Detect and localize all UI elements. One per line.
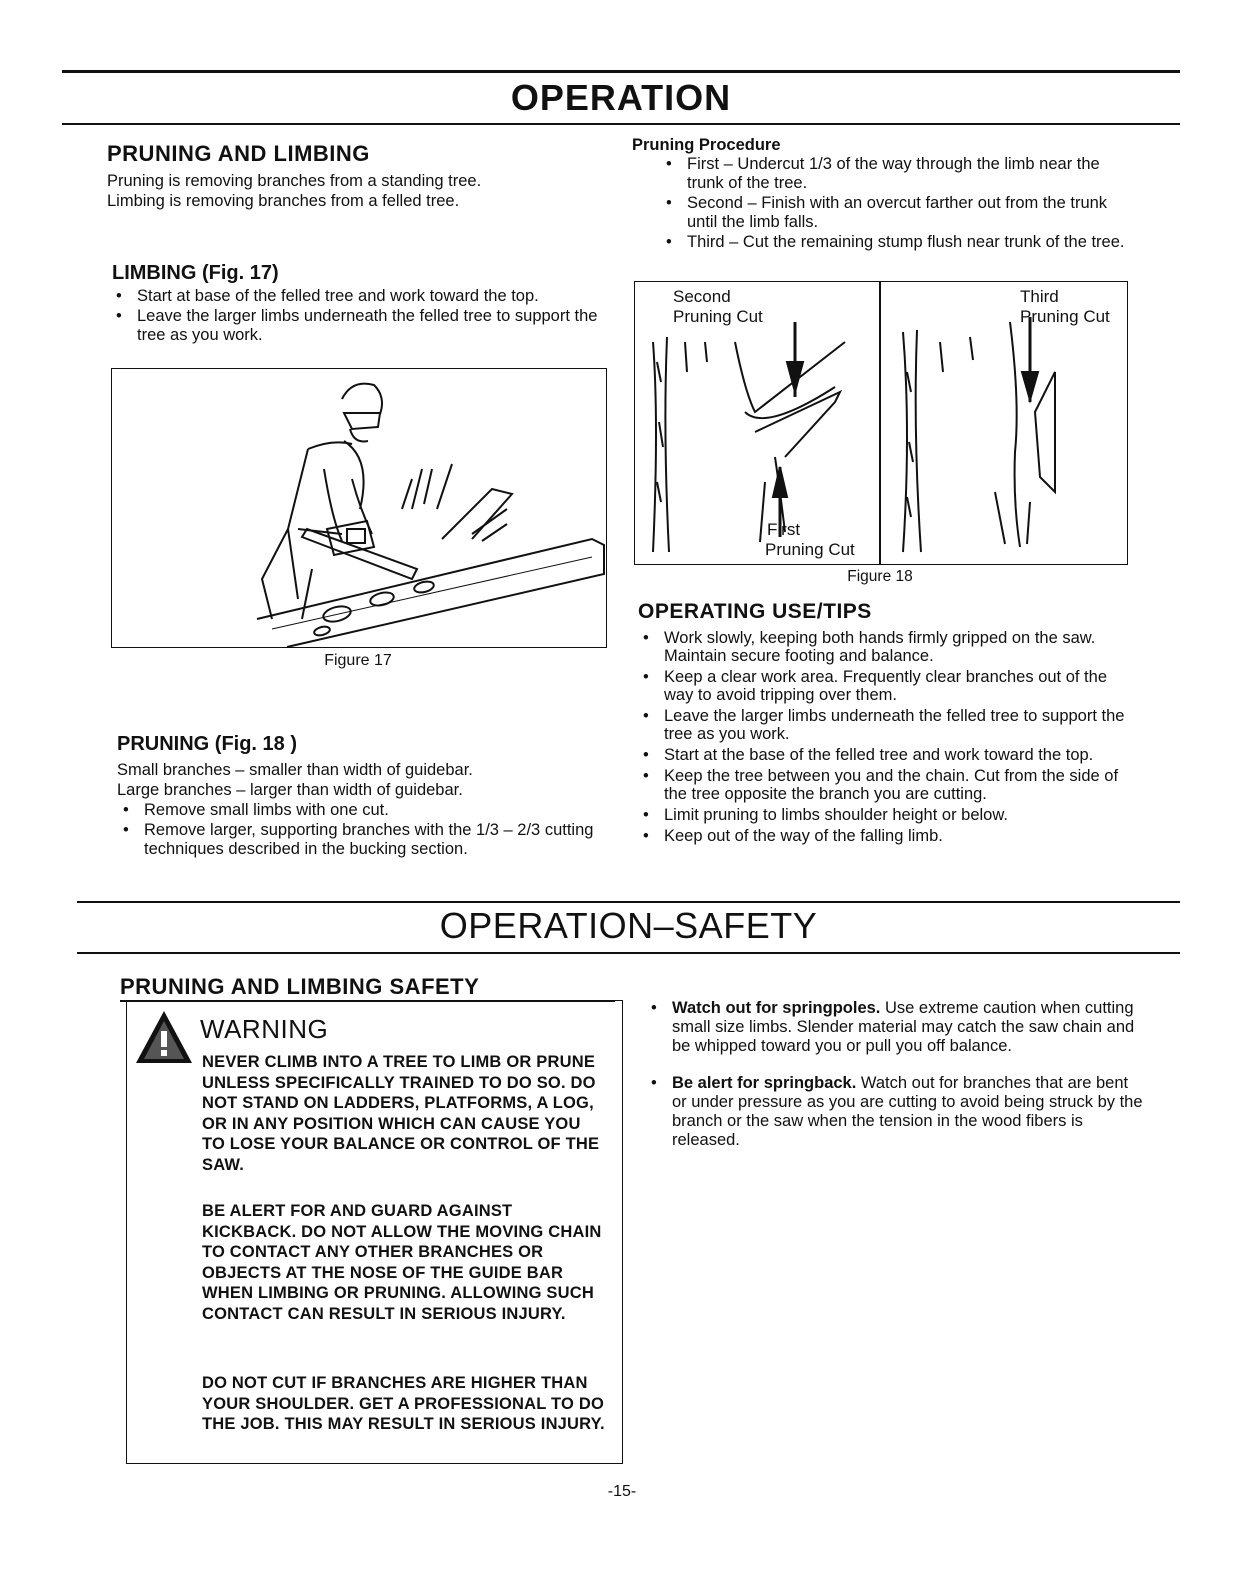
safety-rule-top bbox=[77, 901, 1180, 903]
limbing-list bbox=[110, 287, 610, 346]
label-first-cut: First Pruning Cut bbox=[765, 520, 855, 559]
pruning-procedure-list bbox=[660, 155, 1135, 253]
figure-18-caption: Figure 18 bbox=[847, 568, 913, 585]
pruning-heading: PRUNING (Fig. 18 ) bbox=[117, 733, 298, 755]
warning-paragraph: DO NOT CUT IF BRANCHES ARE HIGHER THAN YOUR SHOULDER. GET A PROFESSIONAL TO DO THE JOB. THIS MAY RESULT IN SERIOUS INJURY. bbox=[202, 1374, 605, 1433]
pruning-cuts-illustration bbox=[635, 282, 1127, 564]
label-second-cut: Second Pruning Cut bbox=[673, 287, 763, 326]
section-title-operation: OPERATION bbox=[510, 77, 732, 118]
list-item: • Watch out for springpoles. Use extreme caution when cutting small size limbs. Slender material may catch the saw chain and be whipped toward you or pull you off balance. bbox=[651, 999, 1135, 1055]
list-item: • Remove small limbs with one cut. bbox=[123, 801, 389, 819]
list-item: • Leave the larger limbs underneath the felled tree to support the tree as you work. bbox=[643, 707, 1125, 743]
figure-17 bbox=[111, 368, 607, 648]
limbing-definition: Limbing is removing branches from a felled tree. bbox=[107, 192, 460, 210]
list-item: • Start at base of the felled tree and work toward the top. bbox=[116, 287, 539, 305]
safety-rule-bottom bbox=[77, 952, 1180, 954]
list-item: • Keep out of the way of the falling limb. bbox=[643, 827, 943, 845]
page-number: -15- bbox=[607, 1483, 637, 1500]
list-item: • Leave the larger limbs underneath the felled tree to support the tree as you work. bbox=[116, 307, 598, 344]
limbing-illustration bbox=[112, 369, 606, 647]
pruning-definition: Pruning is removing branches from a standing tree. bbox=[107, 172, 482, 190]
pruning-limbing-heading: PRUNING AND LIMBING bbox=[107, 141, 370, 166]
pruning-list bbox=[117, 801, 617, 860]
label-third-cut: Third Pruning Cut bbox=[1020, 287, 1110, 326]
list-item: • Be alert for springback. Watch out for branches that are bent or under pressure as you are cutting to avoid being struck by the branch or the saw when the tension in the wood fibers is released. bbox=[651, 1074, 1143, 1149]
warning-label: WARNING bbox=[200, 1014, 329, 1044]
header-rule-top bbox=[62, 70, 1180, 73]
safety-heading: PRUNING AND LIMBING SAFETY bbox=[120, 974, 480, 999]
warning-paragraph: NEVER CLIMB INTO A TREE TO LIMB OR PRUNE UNLESS SPECIFICALLY TRAINED TO DO SO. DO NOT STAND ON LADDERS, PLATFORMS, A LOG, OR IN ANY POSITION WHICH CAN CAUSE YOU TO LOSE YOUR BALANCE OR CONTROL OF THE SAW. bbox=[202, 1053, 600, 1174]
figure-18 bbox=[634, 281, 1128, 565]
list-item: • Keep a clear work area. Frequently clear branches out of the way to avoid tripping over them. bbox=[643, 668, 1107, 704]
limbing-heading: LIMBING (Fig. 17) bbox=[112, 262, 279, 284]
header-rule-bottom bbox=[62, 123, 1180, 125]
operating-tips-list bbox=[637, 629, 1137, 846]
section-title-operation-safety: OPERATION–SAFETY bbox=[439, 905, 818, 946]
warning-paragraph: BE ALERT FOR AND GUARD AGAINST KICKBACK. DO NOT ALLOW THE MOVING CHAIN TO CONTACT ANY OTHER BRANCHES OR OBJECTS AT THE NOSE OF THE GUIDE BAR WHEN LIMBING OR PRUNING. ALLOWING SUCH CONTACT CAN RESULT IN SERIOUS INJURY. bbox=[202, 1202, 602, 1323]
list-item: • Keep the tree between you and the chain. Cut from the side of the tree opposite the branch you are cutting. bbox=[643, 767, 1119, 803]
pruning-procedure-heading: Pruning Procedure bbox=[632, 136, 781, 154]
list-item: • Remove larger, supporting branches with the 1/3 – 2/3 cutting techniques described in the bucking section. bbox=[123, 821, 594, 858]
list-item: • Limit pruning to limbs shoulder height or below. bbox=[643, 806, 1008, 824]
list-item: • Third – Cut the remaining stump flush near trunk of the tree. bbox=[666, 233, 1125, 251]
warning-triangle-icon bbox=[134, 1009, 194, 1065]
small-branches-def: Small branches – smaller than width of guidebar. bbox=[117, 761, 473, 779]
list-item: • Start at the base of the felled tree and work toward the top. bbox=[643, 746, 1094, 764]
list-item: • Second – Finish with an overcut farther out from the trunk until the limb falls. bbox=[666, 194, 1108, 231]
large-branches-def: Large branches – larger than width of guidebar. bbox=[117, 781, 463, 799]
operating-tips-heading: OPERATING USE/TIPS bbox=[638, 600, 872, 623]
safety-tips-list bbox=[645, 999, 1145, 1151]
figure-17-caption: Figure 17 bbox=[324, 652, 392, 669]
list-item: • Work slowly, keeping both hands firmly gripped on the saw. Maintain secure footing and balance. bbox=[643, 629, 1096, 665]
list-item: • First – Undercut 1/3 of the way through the limb near the trunk of the tree. bbox=[666, 155, 1100, 192]
